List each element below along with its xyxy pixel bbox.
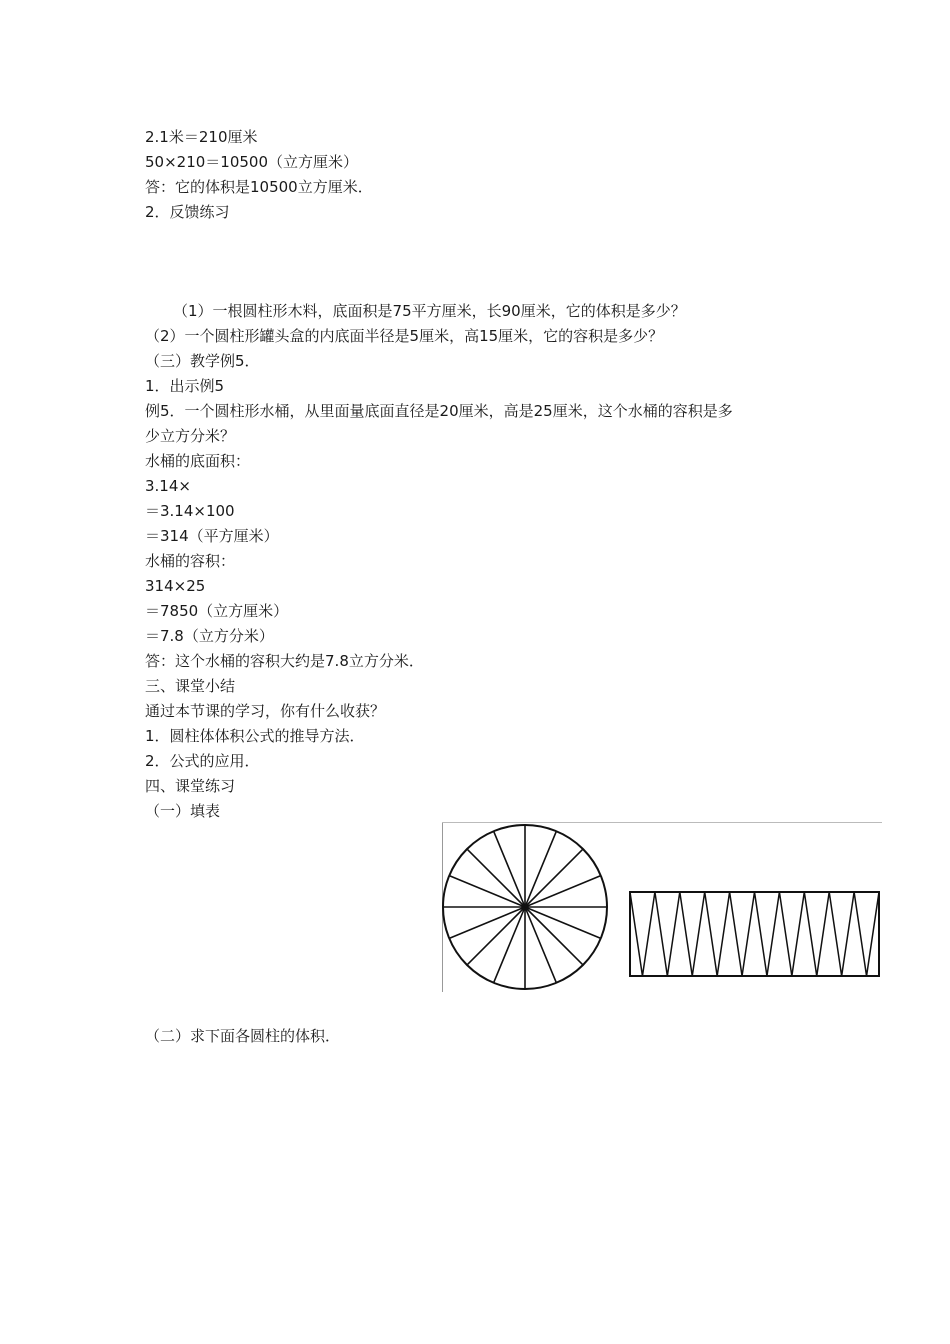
sector-line (525, 849, 583, 907)
circle-to-rectangle-diagram (442, 822, 882, 994)
text-line-20: 三、课堂小结 (145, 677, 236, 695)
text-line-6: （2）一个圆柱形罐头盒的内底面半径是5厘米，高15厘米，它的容积是多少？ (145, 327, 664, 345)
rectangle-zigzag (630, 892, 879, 976)
text-line-5: （1）一根圆柱形木料，底面积是75平方厘米，长90厘米，它的体积是多少？ (173, 302, 686, 320)
text-line-4: 2．反馈练习 (145, 203, 230, 221)
text-line-13: ＝3.14×100 (145, 502, 235, 520)
rearranged-rectangle (630, 892, 879, 976)
text-line-24: 四、课堂练习 (145, 777, 236, 795)
text-line-2: 50×210＝10500（立方厘米） (145, 153, 359, 171)
text-line-3: 答：它的体积是10500立方厘米． (145, 178, 373, 196)
text-line-15: 水桶的容积： (145, 552, 236, 570)
text-line-23: 2．公式的应用． (145, 752, 260, 770)
text-line-7: （三）教学例5． (145, 352, 260, 370)
sector-line (467, 907, 525, 965)
text-line-19: 答：这个水桶的容积大约是7.8立方分米． (145, 652, 424, 670)
text-line-16: 314×25 (145, 577, 206, 595)
text-line-14: ＝314（平方厘米） (145, 527, 279, 545)
text-line-1: 2.1米＝210厘米 (145, 128, 258, 146)
cylinder-volume-figure (442, 822, 882, 994)
text-line-26: （二）求下面各圆柱的体积． (145, 1027, 341, 1045)
text-line-11: 水桶的底面积： (145, 452, 251, 470)
text-line-21: 通过本节课的学习，你有什么收获？ (145, 702, 386, 720)
text-line-17: ＝7850（立方厘米） (145, 602, 289, 620)
text-line-22: 1．圆柱体体积公式的推导方法． (145, 727, 365, 745)
sector-line (525, 907, 583, 965)
text-line-12: 3.14× (145, 477, 191, 495)
text-line-18: ＝7.8（立方分米） (145, 627, 274, 645)
text-line-10: 少立方分米？ (145, 427, 236, 445)
sector-line (467, 849, 525, 907)
text-line-25: （一）填表 (145, 802, 221, 820)
circle-sector-lines (443, 825, 607, 989)
text-line-9: 例5．一个圆柱形水桶，从里面量底面直径是20厘米，高是25厘米，这个水桶的容积是多 (145, 402, 733, 420)
text-line-8: 1．出示例5 (145, 377, 225, 395)
